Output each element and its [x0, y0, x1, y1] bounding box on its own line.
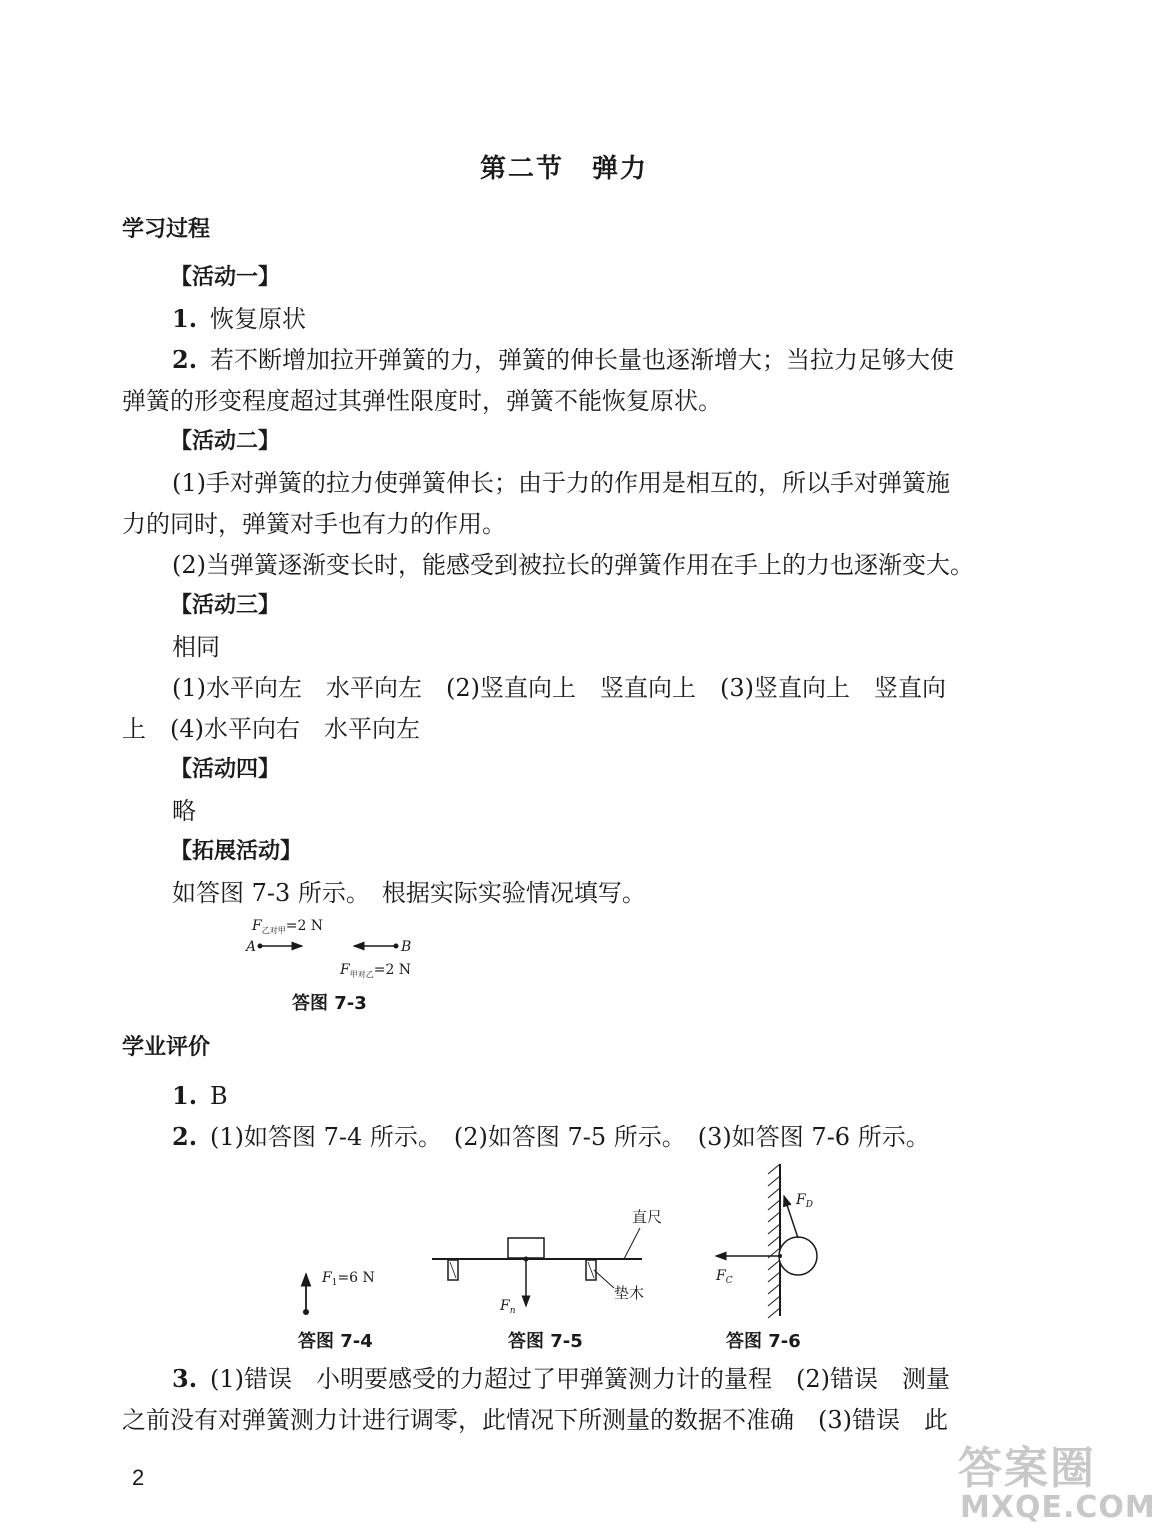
figure-7-4	[290, 1262, 390, 1322]
activity-1-q2-line1: 若不断增加拉开弹簧的力，弹簧的伸长量也逐渐增大；当拉力足够大使	[210, 346, 954, 374]
evaluation-q3-number: 3.	[172, 1364, 198, 1393]
ruler-pointer-line	[624, 1228, 640, 1259]
figure-7-6-caption: 答图 7-6	[726, 1331, 801, 1352]
section-heading-learning: 学习过程	[122, 217, 211, 242]
activity-3-line2: 上 (4)水平向右 水平向左	[122, 715, 420, 743]
activity-4-answer: 略	[172, 797, 196, 825]
evaluation-q1-number: 1.	[172, 1081, 198, 1110]
evaluation-q1-answer: B	[210, 1082, 228, 1110]
watermark-logo: 答案圈	[958, 1443, 1096, 1494]
figure-7-3-caption: 答图 7-3	[292, 993, 367, 1014]
ball	[779, 1237, 817, 1275]
figure-7-4-caption: 答图 7-4	[298, 1331, 373, 1352]
extension-activity-label: 【拓展活动】	[170, 839, 303, 864]
activity-1-q1-number: 1.	[172, 304, 198, 333]
support-pointer-line	[594, 1270, 614, 1288]
activity-2-p1-line1: (1)手对弹簧的拉力使弹簧伸长；由于力的作用是相互的，所以手对弹簧施	[172, 469, 950, 497]
force-label-fc: $F_C$	[716, 1268, 733, 1286]
point-b	[394, 944, 399, 949]
wall-hatching	[768, 1164, 780, 1318]
figure-7-5-caption: 答图 7-5	[508, 1331, 583, 1352]
force-label-f1: $F_1=6$ N	[322, 1270, 375, 1288]
point-b-label: B	[401, 939, 412, 955]
activity-3-line1: (1)水平向左 水平向左 (2)竖直向上 竖直向上 (3)竖直向上 竖直向	[172, 674, 946, 702]
activity-2-p1-line2: 力的同时，弹簧对手也有力的作用。	[122, 510, 506, 538]
activity-4-label: 【活动四】	[170, 757, 281, 782]
point-a-label: A	[246, 939, 257, 955]
activity-2-p2: (2)当弹簧逐渐变长时，能感受到被拉长的弹簧作用在手上的力也逐渐变大。	[172, 551, 974, 579]
section-heading-evaluation: 学业评价	[122, 1035, 211, 1060]
activity-2-label: 【活动二】	[170, 429, 281, 454]
extension-activity-text: 如答图 7-3 所示。 根据实际实验情况填写。	[172, 879, 646, 907]
activity-1-q1-answer: 恢复原状	[210, 305, 306, 333]
force-label-bottom: $F_{甲对乙}=2$ N	[340, 962, 412, 979]
page-title: 第二节 弹力	[480, 154, 649, 184]
figure-7-5	[428, 1198, 698, 1320]
block-on-ruler	[508, 1238, 544, 1258]
force-label-fd: $F_D$	[796, 1192, 813, 1210]
force-origin-point	[303, 1309, 309, 1315]
activity-3-answer: 相同	[172, 633, 220, 661]
evaluation-q3-line2: 之前没有对弹簧测力计进行调零，此情况下所测量的数据不准确 (3)错误 此	[122, 1406, 948, 1434]
figure-7-3	[240, 912, 440, 984]
figure-7-6	[706, 1160, 836, 1320]
evaluation-q2-number: 2.	[172, 1122, 198, 1151]
activity-1-label: 【活动一】	[170, 265, 281, 290]
ruler-label: 直尺	[632, 1208, 663, 1226]
page-number: 2	[132, 1465, 145, 1490]
activity-1-q2-line2: 弹簧的形变程度超过其弹性限度时，弹簧不能恢复原状。	[122, 387, 722, 415]
activity-3-label: 【活动三】	[170, 593, 281, 618]
force-label-top: $F_{乙对甲}=2$ N	[252, 918, 324, 935]
watermark-url: MXQE.COM	[960, 1490, 1156, 1525]
evaluation-q3-line1: (1)错误 小明要感受的力超过了甲弹簧测力计的量程 (2)错误 测量	[210, 1365, 950, 1393]
activity-1-q2-number: 2.	[172, 345, 198, 374]
evaluation-q2-text: (1)如答图 7-4 所示。 (2)如答图 7-5 所示。 (3)如答图 7-6 所示。	[210, 1123, 930, 1151]
support-label: 垫木	[614, 1284, 645, 1302]
force-label-fn: $F_n$	[500, 1298, 516, 1316]
